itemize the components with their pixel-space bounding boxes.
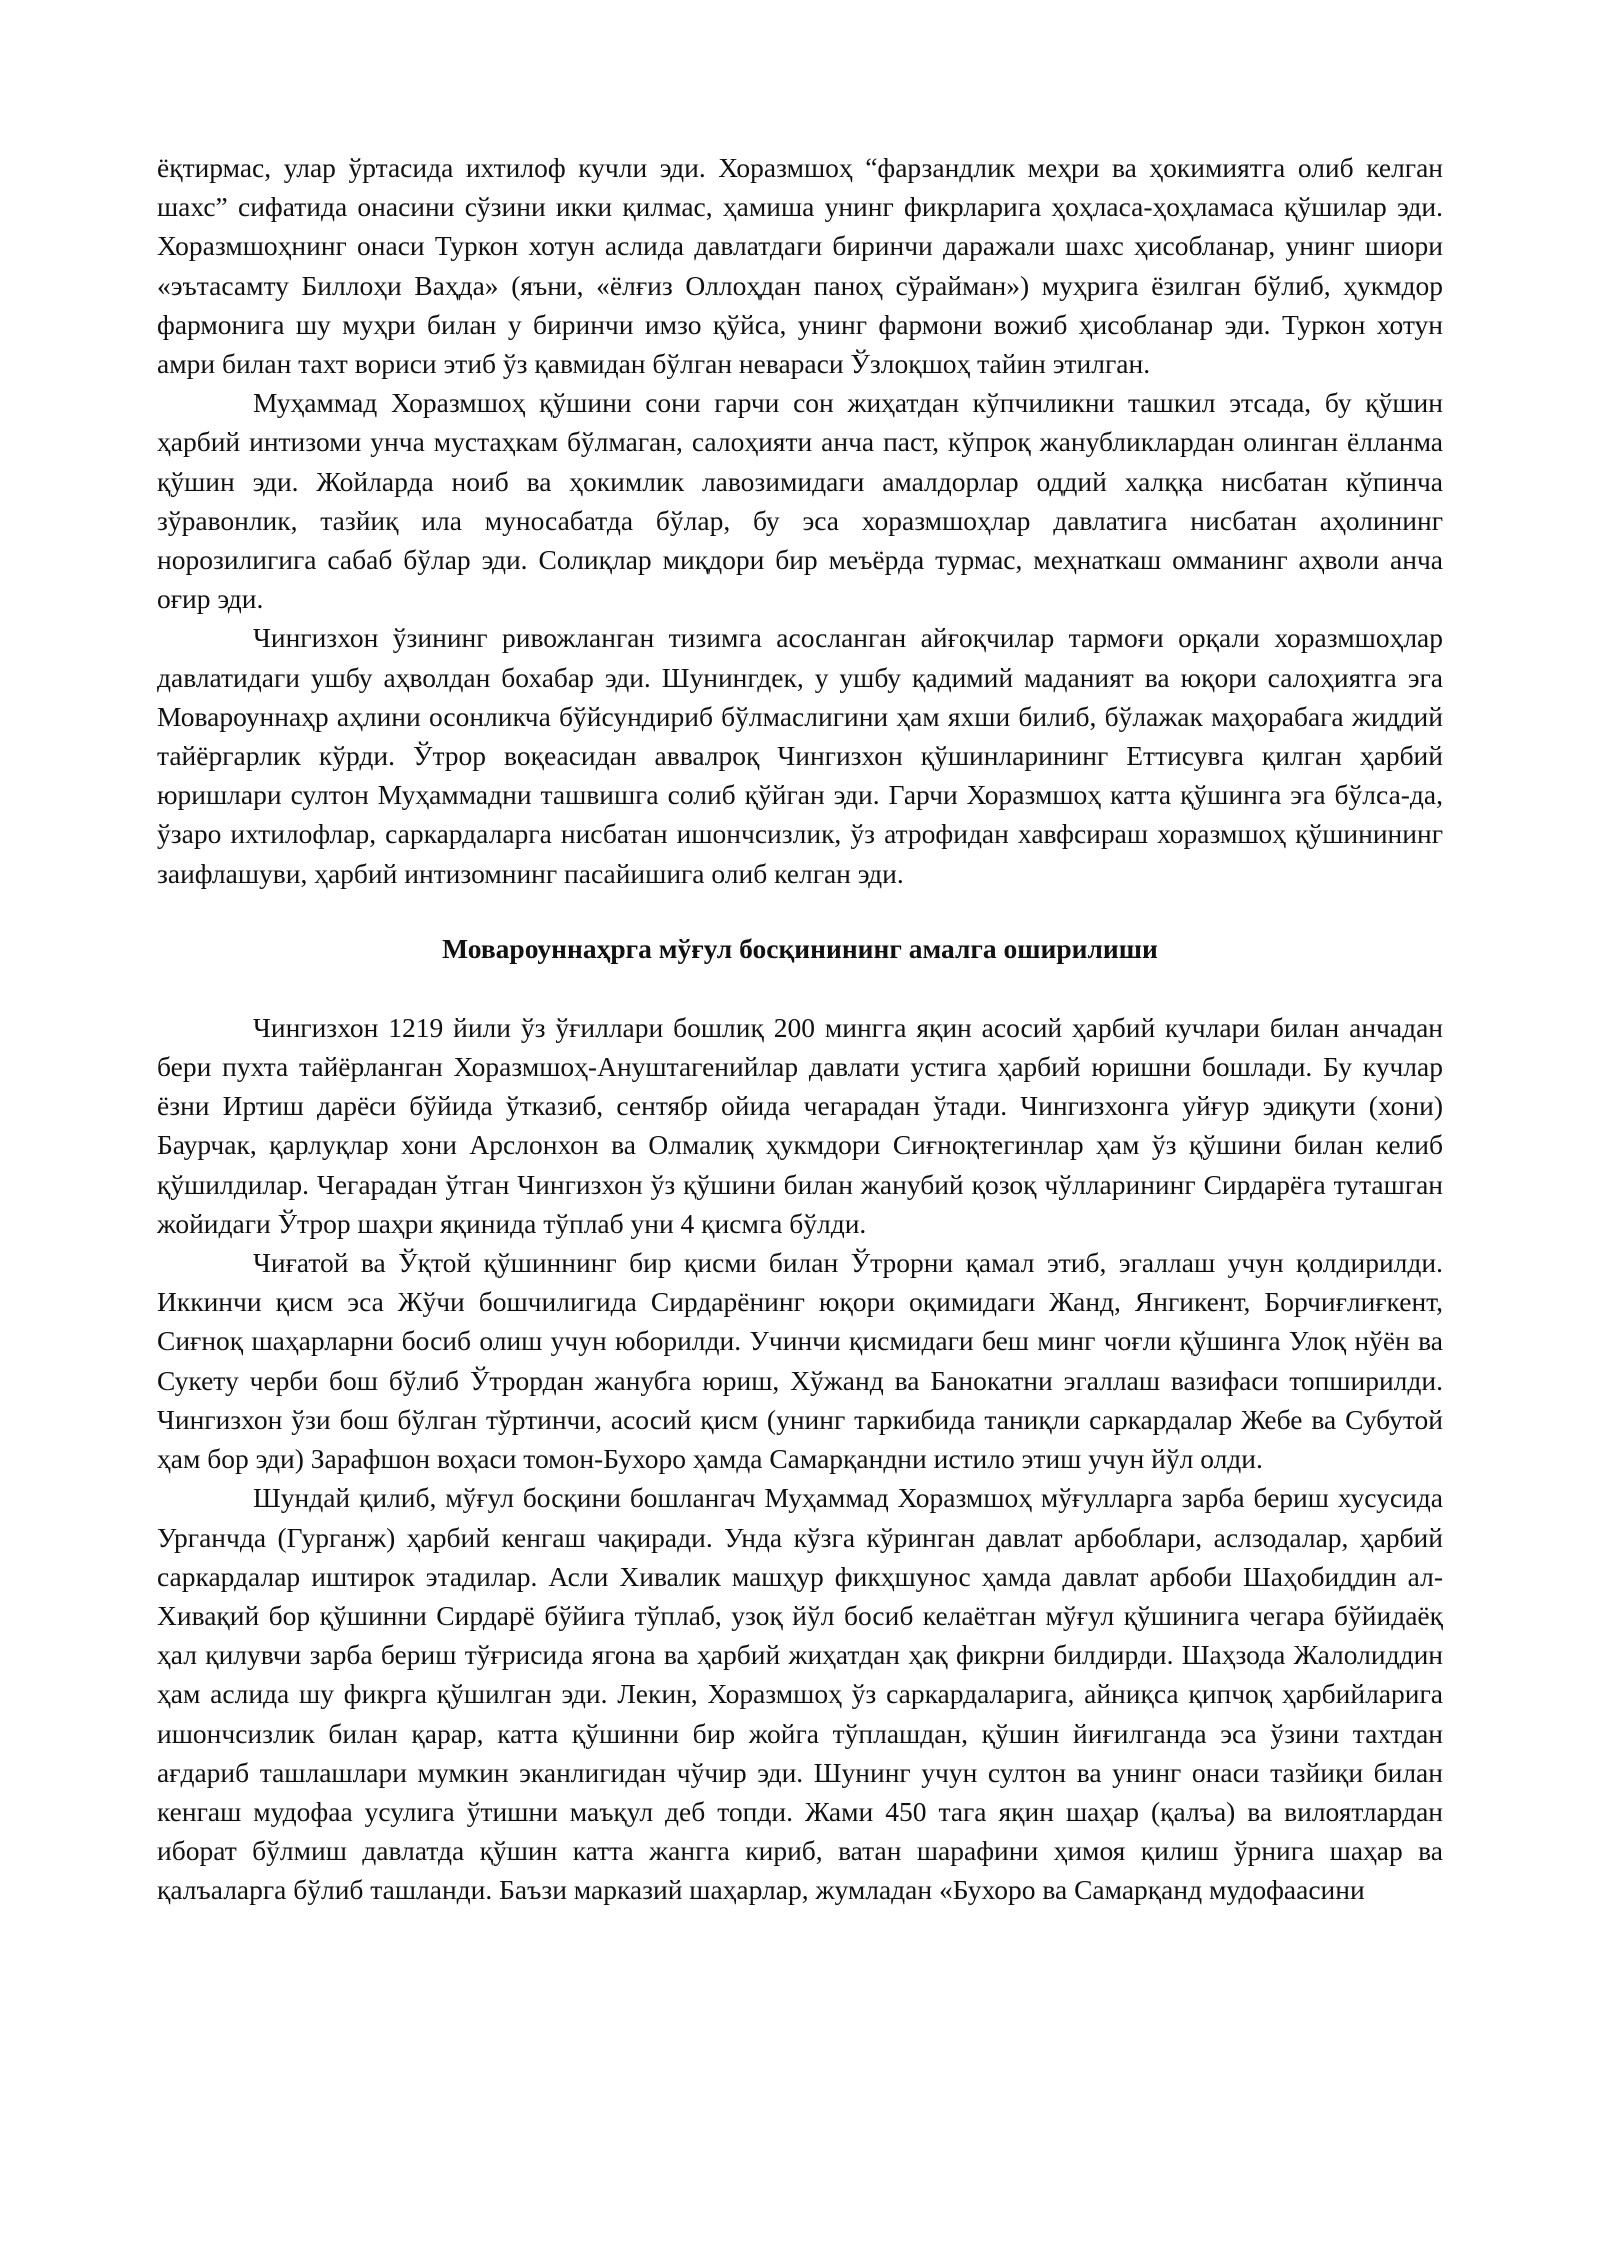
paragraph-2: Муҳаммад Хоразмшоҳ қўшини сони гарчи сон жиҳатдан кўпчиликни ташкил этсада, бу қўшин ҳарбий интизоми унча мустаҳкам бўлмаган, салоҳияти анча паст, кўпроқ жанубликлардан олинган ёлланма қўшин эди. Жойларда ноиб ва ҳокимлик лавозимидаги амалдорлар оддий халққа нисбатан кўпинча зўравонлик, тазйиқ ила муносабатда бўлар, бу эса хоразмшоҳлар давлатига нисбатан аҳолининг норозилигига сабаб бўлар эди. Солиқлар миқдори бир меъёрда турмас, меҳнаткаш омманинг аҳволи анча оғир эди. [157, 387, 1443, 615]
section-heading: Мовароуннаҳрга мўғул босқинининг амалга оширилиши [442, 932, 1158, 964]
document-page [157, 148, 1443, 1910]
paragraph-5: Чиғатой ва Ўқтой қўшиннинг бир қисми билан Ўтрорни қамал этиб, эгаллаш учун қолдирилди. Иккинчи қисм эса Жўчи бошчилигида Сирдарёнинг юқори оқимидаги Жанд, Янгикент, Борчиғлиғкент, Сиғноқ шаҳарларни босиб олиш учун юборилди. Учинчи қисмидаги беш минг чоғли қўшинга Улоқ нўён ва Сукету черби бош бўлиб Ўтрордан жанубга юриш, Хўжанд ва Банокатни эгаллаш вазифаси топширилди. Чингизхон ўзи бош бўлган тўртинчи, асосий қисм (унинг таркибида таниқли саркардалар Жебе ва Субутой ҳам бор эди) Зарафшон воҳаси томон-Бухоро ҳамда Самарқандни истило этиш учун йўл олди. [157, 1247, 1443, 1475]
paragraph-6: Шундай қилиб, мўғул босқини бошлангач Муҳаммад Хоразмшоҳ мўғулларга зарба бериш хусусида Урганчда (Гурганж) ҳарбий кенгаш чақиради. Унда кўзга кўринган давлат арбоблари, аслзодалар, ҳарбий саркардалар иштирок этадилар. Асли Хивалик машҳур фикҳшунос ҳамда давлат арбоби Шаҳобиддин ал-Хивақий бор қўшинни Сирдарё бўйига тўплаб, узоқ йўл босиб келаётган мўғул қўшинига чегара бўйидаёқ ҳал қилувчи зарба бериш тўғрисида ягона ва ҳарбий жиҳатдан ҳақ фикрни билдирди. Шаҳзода Жалолиддин ҳам аслида шу фикрга қўшилган эди. Лекин, Хоразмшоҳ ўз саркардаларига, айниқса қипчоқ ҳарбийларига ишончсизлик билан қарар, катта қўшинни бир жойга тўплашдан, қўшин йиғилганда эса ўзини тахтдан ағдариб ташлашлари мумкин эканлигидан чўчир эди. Шунинг учун султон ва унинг онаси тазйиқи билан кенгаш мудофаа усулига ўтишни маъқул деб топди. Жами 450 тага яқин шаҳар (қалъа) ва вилоятлардан иборат бўлмиш давлатда қўшин катта жангга кириб, ватан шарафини ҳимоя қилиш ўрнига шаҳар ва қалъаларга бўлиб ташланди. Баъзи марказий шаҳарлар, жумладан «Бухоро ва Самарқанд мудофаасини [157, 1482, 1443, 1906]
paragraph-1: ёқтирмас, улар ўртасида ихтилоф кучли эди. Хоразмшоҳ “фарзандлик меҳри ва ҳокимиятга олиб келган шахс” сифатида онасини сўзини икки қилмас, ҳамиша унинг фикрларига ҳоҳласа-ҳоҳламаса қўшилар эди. Хоразмшоҳнинг онаси Туркон хотун аслида давлатдаги биринчи даражали шахс ҳисобланар, унинг шиори «эътасамту Биллоҳи Ваҳда» (яъни, «ёлғиз Оллоҳдан паноҳ сўрайман») муҳрига ёзилган бўлиб, ҳукмдор фармонига шу муҳри билан у биринчи имзо қўйса, унинг фармони вожиб ҳисобланар эди. Туркон хотун амри билан тахт вориси этиб ўз қавмидан бўлган невараси Ўзлоқшоҳ тайин этилган. [157, 152, 1443, 380]
paragraph-4: Чингизхон 1219 йили ўз ўғиллари бошлиқ 200 мингга яқин асосий ҳарбий кучлари билан анчадан бери пухта тайёрланган Хоразмшоҳ-Ануштагенийлар давлати устига ҳарбий юришни бошлади. Бу кучлар ёзни Иртиш дарёси бўйида ўтказиб, сентябр ойида чегарадан ўтади. Чингизхонга уйғур эдиқути (хони) Баурчак, қарлуқлар хони Арслонхон ва Олмалиқ ҳукмдори Сиғноқтегинлар ҳам ўз қўшини билан келиб қўшилдилар. Чегарадан ўтган Чингизхон ўз қўшини билан жанубий қозоқ чўлларининг Сирдарёга туташган жойидаги Ўтрор шаҳри яқинида тўплаб уни 4 қисмга бўлди. [157, 1011, 1443, 1239]
paragraph-3: Чингизхон ўзининг ривожланган тизимга асосланган айғоқчилар тармоғи орқали хоразмшоҳлар давлатидаги ушбу аҳволдан бохабар эди. Шунингдек, у ушбу қадимий маданият ва юқори салоҳиятга эга Мовароуннаҳр аҳлини осонликча бўйсундириб бўлмаслигини ҳам яхши билиб, бўлажак маҳорабага жиддий тайёргарлик кўрди. Ўтрор воқеасидан аввалроқ Чингизхон қўшинларининг Еттисувга қилган ҳарбий юришлари султон Муҳаммадни ташвишга солиб қўйган эди. Гарчи Хоразмшоҳ катта қўшинга эга бўлса-да, ўзаро ихтилофлар, саркардаларга нисбатан ишончсизлик, ўз атрофидан хавфсираш хоразмшоҳ қўшинининг заифлашуви, ҳарбий интизомнинг пасайишига олиб келган эди. [157, 622, 1443, 889]
